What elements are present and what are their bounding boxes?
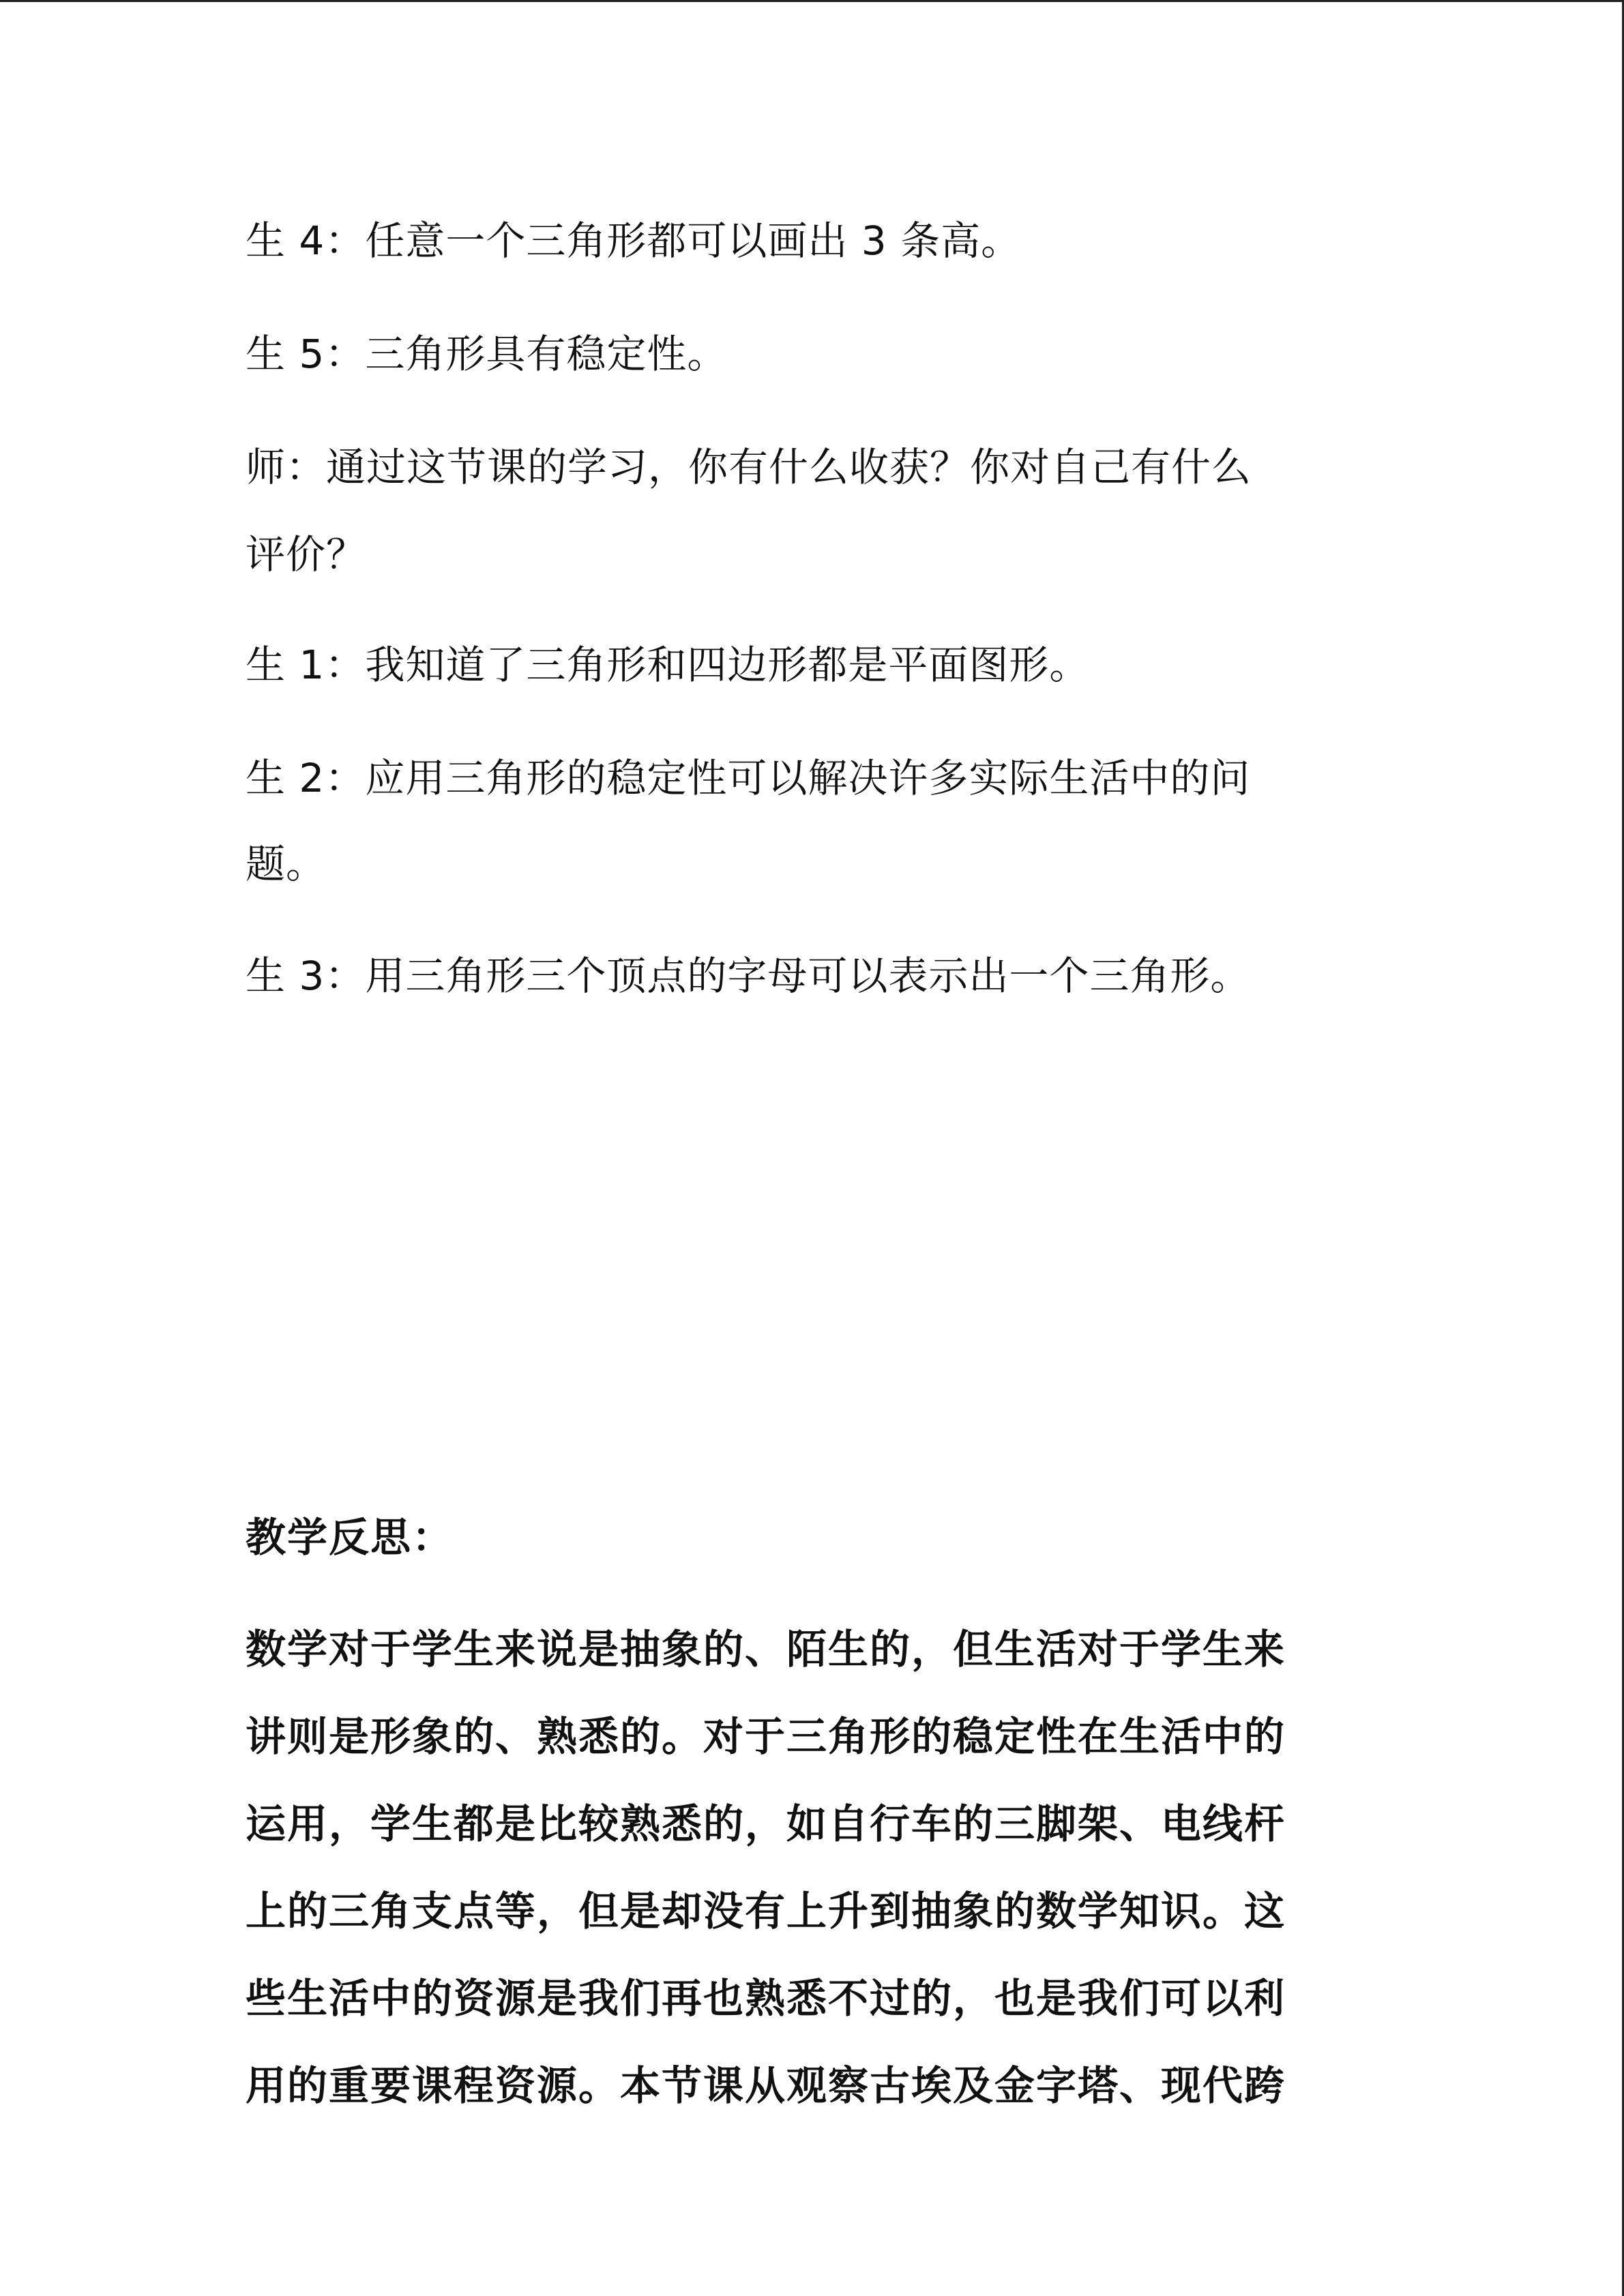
reflection-line: 讲则是形象的、熟悉的。对于三角形的稳定性在生活中的 xyxy=(246,1713,1286,1760)
dialogue-line-student-2-cont: 题。 xyxy=(246,841,327,887)
reflection-line: 运用，学生都是比较熟悉的，如自行车的三脚架、电线杆 xyxy=(246,1800,1286,1847)
reflection-heading: 教学反思： xyxy=(246,1514,454,1561)
dialogue-line-student-4: 生 4：任意一个三角形都可以画出 3 条高。 xyxy=(246,218,1022,264)
reflection-line: 些生活中的资源是我们再也熟悉不过的，也是我们可以利 xyxy=(246,1975,1286,2022)
dialogue-line-student-2: 生 2：应用三角形的稳定性可以解决许多实际生活中的问 xyxy=(246,755,1251,801)
dialogue-line-student-5: 生 5：三角形具有稳定性。 xyxy=(246,331,728,377)
dialogue-line-teacher-cont: 评价？ xyxy=(246,531,367,578)
reflection-line: 用的重要课程资源。本节课从观察古埃及金字塔、现代跨 xyxy=(246,2062,1286,2109)
dialogue-line-student-3: 生 3：用三角形三个顶点的字母可以表示出一个三角形。 xyxy=(246,953,1251,999)
dialogue-line-teacher: 师：通过这节课的学习，你有什么收获？你对自己有什么 xyxy=(246,444,1252,490)
dialogue-line-student-1: 生 1：我知道了三角形和四边形都是平面图形。 xyxy=(246,642,1090,688)
reflection-line: 数学对于学生来说是抽象的、陌生的，但生活对于学生来 xyxy=(246,1626,1286,1673)
reflection-line: 上的三角支点等，但是却没有上升到抽象的数学知识。这 xyxy=(246,1888,1286,1935)
